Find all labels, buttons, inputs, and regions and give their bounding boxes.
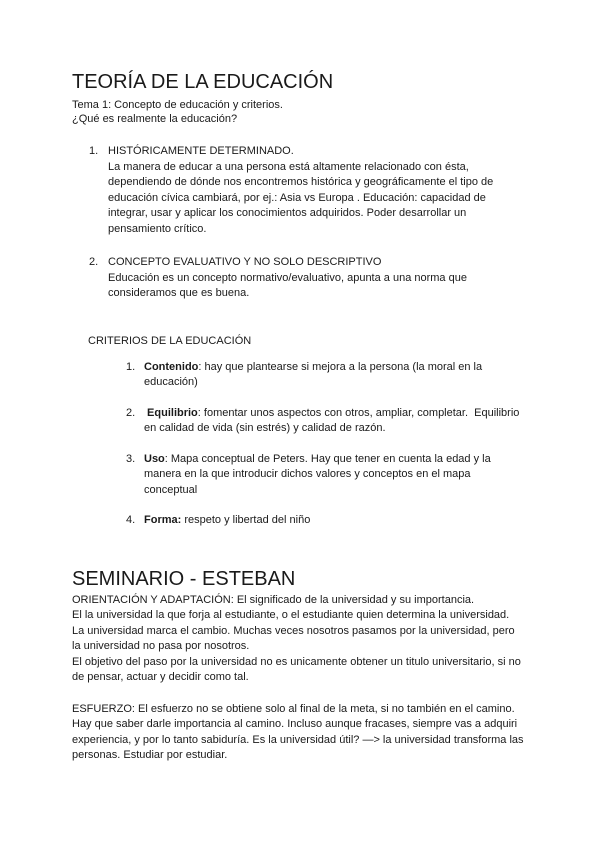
criteria-line: manera en la que introducir dichos valores y conceptos en el mapa bbox=[144, 468, 471, 480]
criteria-term: Forma: bbox=[144, 514, 182, 526]
paragraph-line: ORIENTACIÓN Y ADAPTACIÓN: El significado de la universidad y su importancia. bbox=[72, 593, 475, 606]
criteria-desc: : hay que plantearse si mejora a la persona (la moral en la bbox=[198, 360, 483, 373]
criteria-term: Equilibrio bbox=[144, 406, 198, 419]
seminar-title: SEMINARIO - ESTEBAN bbox=[72, 567, 296, 590]
list-number: 3. bbox=[126, 452, 136, 465]
paragraph-line: El objetivo del paso por la universidad no es unicamente obtener un titulo universitario, si no bbox=[72, 655, 521, 668]
paragraph-line: La universidad marca el cambio. Muchas veces nosotros pasamos por la universidad, pero bbox=[72, 624, 515, 637]
criteria-item bbox=[72, 406, 532, 437]
item-line: La manera de educar a una persona está altamente relacionado con ésta, bbox=[108, 160, 469, 173]
criteria-desc: : fomentar unos aspectos con otros, ampliar, completar. Equilibrio bbox=[197, 406, 520, 419]
subtitle-topic: Tema 1: Concepto de educación y criterios. bbox=[72, 99, 283, 111]
item-line: pensamiento crítico. bbox=[108, 222, 207, 235]
paragraph-line: experiencia, y por lo tanto sabiduría. Es la universidad útil? —> la universidad transforma las bbox=[72, 733, 524, 746]
criteria-line: educación) bbox=[144, 376, 198, 388]
criteria-line: en calidad de vida (sin estrés) y calidad de razón. bbox=[144, 422, 386, 434]
doc-title: TEORÍA DE LA EDUCACIÓN bbox=[72, 71, 334, 93]
item-line: dependiendo de dónde nos encontremos histórica y geográficamente el tipo de bbox=[108, 176, 494, 188]
item-line: integrar, usar y aplicar los conocimientos adquiridos. Poder desarrollar un bbox=[108, 207, 467, 219]
item-line: Educación es un concepto normativo/evaluativo, apunta a una norma que bbox=[108, 271, 467, 284]
item-heading: CONCEPTO EVALUATIVO Y NO SOLO DESCRIPTIVO bbox=[108, 256, 382, 268]
list-number: 2. bbox=[89, 256, 99, 268]
concept-list bbox=[72, 144, 532, 302]
criteria-desc: respeto y libertad del niño bbox=[181, 514, 311, 526]
list-number: 1. bbox=[126, 360, 136, 373]
list-number: 2. bbox=[126, 406, 136, 419]
paragraph-line: El la universidad la que forja al estudiante, o el estudiante quien determina la universidad. bbox=[72, 609, 510, 621]
list-item bbox=[72, 144, 532, 237]
subtitle-question: ¿Qué es realmente la educación? bbox=[72, 113, 238, 125]
criteria-term: Contenido bbox=[144, 360, 199, 373]
item-line: educación cívica cambiará, por ej.: Asia vs Europa . Educación: capacidad de bbox=[108, 191, 486, 204]
paragraph-line: personas. Estudiar por estudiar. bbox=[72, 749, 228, 761]
criteria-list bbox=[72, 360, 532, 529]
paragraph-line: de pensar, actuar y decidir como tal. bbox=[72, 671, 249, 683]
list-number: 1. bbox=[89, 145, 99, 157]
paragraph-line: ESFUERZO: El esfuerzo no se obtiene solo al final de la meta, si no también en el camino. bbox=[72, 702, 515, 715]
list-item bbox=[72, 255, 532, 302]
seminar-paragraph-1 bbox=[72, 593, 532, 686]
criteria-item bbox=[72, 513, 532, 529]
criteria-line: conceptual bbox=[144, 483, 198, 496]
criteria-term: Uso bbox=[144, 452, 165, 465]
criteria-heading: CRITERIOS DE LA EDUCACIÓN bbox=[88, 334, 252, 347]
item-heading: HISTÓRICAMENTE DETERMINADO. bbox=[108, 145, 294, 157]
paragraph-line: Hay que saber darle importancia al camino. Incluso aunque fracases, siempre vas a adquiri bbox=[72, 718, 518, 730]
item-line: consideramos que es buena. bbox=[108, 287, 250, 299]
criteria-item bbox=[72, 360, 532, 391]
document-page bbox=[72, 70, 532, 764]
list-number: 4. bbox=[126, 514, 136, 526]
paragraph-line: la universidad no pasa por nosotros. bbox=[72, 640, 250, 652]
seminar-paragraph-2 bbox=[72, 702, 532, 764]
criteria-item bbox=[72, 452, 532, 499]
criteria-desc: : Mapa conceptual de Peters. Hay que tener en cuenta la edad y la bbox=[164, 452, 491, 465]
